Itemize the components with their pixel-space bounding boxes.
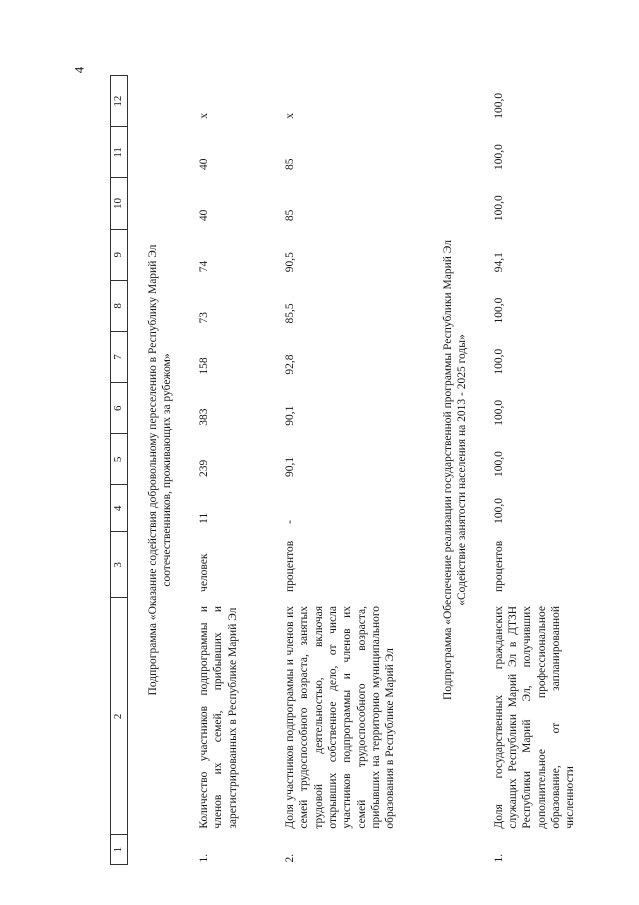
section-title — [128, 76, 183, 865]
section-title-row — [423, 76, 478, 865]
row-value: 100,0 — [492, 348, 505, 375]
row-value: x — [283, 113, 296, 119]
header-cell: 9 — [111, 229, 128, 280]
header-cell: 8 — [111, 280, 128, 331]
row-value: 85 — [283, 209, 296, 222]
row-value: 85 — [283, 158, 296, 170]
page-number: 4 — [71, 66, 87, 74]
rotated-table-container — [110, 75, 577, 865]
row-value: 100,0 — [492, 297, 505, 324]
row-index: 1. — [492, 853, 505, 863]
header-cell: 2 — [111, 598, 128, 835]
header-cell: 5 — [111, 434, 128, 485]
section-title-row — [128, 76, 183, 865]
row-value: 92,8 — [283, 354, 296, 375]
section-title-line: соотечественников, проживающих за рубежом» — [161, 353, 174, 587]
header-cell: 7 — [111, 331, 128, 382]
header-cell: 4 — [111, 485, 128, 532]
row-value: 85,5 — [283, 303, 296, 324]
section-title — [423, 76, 478, 865]
table-row — [183, 76, 269, 865]
row-value: 40 — [197, 209, 210, 222]
row-value: 239 — [197, 459, 210, 477]
row-description: Количество участников подпрограммы и членов их семей, прибывших и зарегистрированных в Республике Марий Эл — [197, 605, 239, 829]
row-value: 100,0 — [492, 498, 505, 524]
row-value: 100,0 — [492, 195, 505, 222]
header-row — [111, 76, 128, 865]
row-description: Доля участников подпрограммы и членов их семей трудоспособного возраста, занятых трудовой деятельностью, включая открывших собственное дело, от числа участников подпрограммы и членов их семей трудоспособного возраста, прибывших на территорию муниципального образования в Республике Марий Эл — [283, 605, 397, 829]
header-cell: 3 — [111, 532, 128, 598]
row-index: 2. — [283, 853, 296, 863]
section-title-line: Подпрограмма «Обеспечение реализации государственной программы Республики Марий Эл — [441, 240, 454, 700]
row-value: - — [283, 520, 296, 524]
header-cell: 10 — [111, 178, 128, 229]
row-value: 94,1 — [492, 252, 505, 273]
row-value: 74 — [197, 260, 210, 273]
row-value: 90,5 — [283, 252, 296, 273]
row-value: 158 — [197, 357, 210, 375]
table-row — [478, 76, 602, 865]
header-cell: 1 — [111, 835, 128, 865]
section-title-line: Подпрограмма «Оказание содействия добровольному переселению в Республику Марий Эл — [147, 244, 159, 696]
header-cell: 6 — [111, 383, 128, 434]
row-unit: человек — [197, 553, 210, 592]
row-index: 1. — [197, 853, 210, 863]
row-description: Доля государственных гражданских служащих Республики Марий Эл в ДТЗН Республики Марий Эл, получивших дополнительное профессиональное образование, от запланированной численности — [492, 605, 577, 829]
row-value: 40 — [197, 158, 210, 170]
row-value: 383 — [197, 408, 210, 426]
row-value: 90,1 — [283, 456, 296, 477]
row-value: 90,1 — [283, 405, 296, 426]
row-value: 100,0 — [492, 399, 505, 426]
row-unit: процентов — [492, 540, 505, 592]
indicators-table — [110, 75, 602, 865]
section-title-line: «Содействие занятости населения на 2013 - 2025 годы» — [456, 334, 469, 606]
row-value: 100,0 — [492, 144, 505, 170]
row-value: x — [197, 113, 210, 119]
row-value: 73 — [197, 311, 210, 324]
row-value: 11 — [197, 512, 210, 524]
header-cell: 12 — [111, 76, 128, 127]
table-row — [269, 76, 423, 865]
row-value: 100,0 — [492, 92, 505, 119]
row-unit: процентов — [283, 540, 296, 592]
row-value: 100,0 — [492, 451, 505, 477]
header-cell: 11 — [111, 127, 128, 178]
